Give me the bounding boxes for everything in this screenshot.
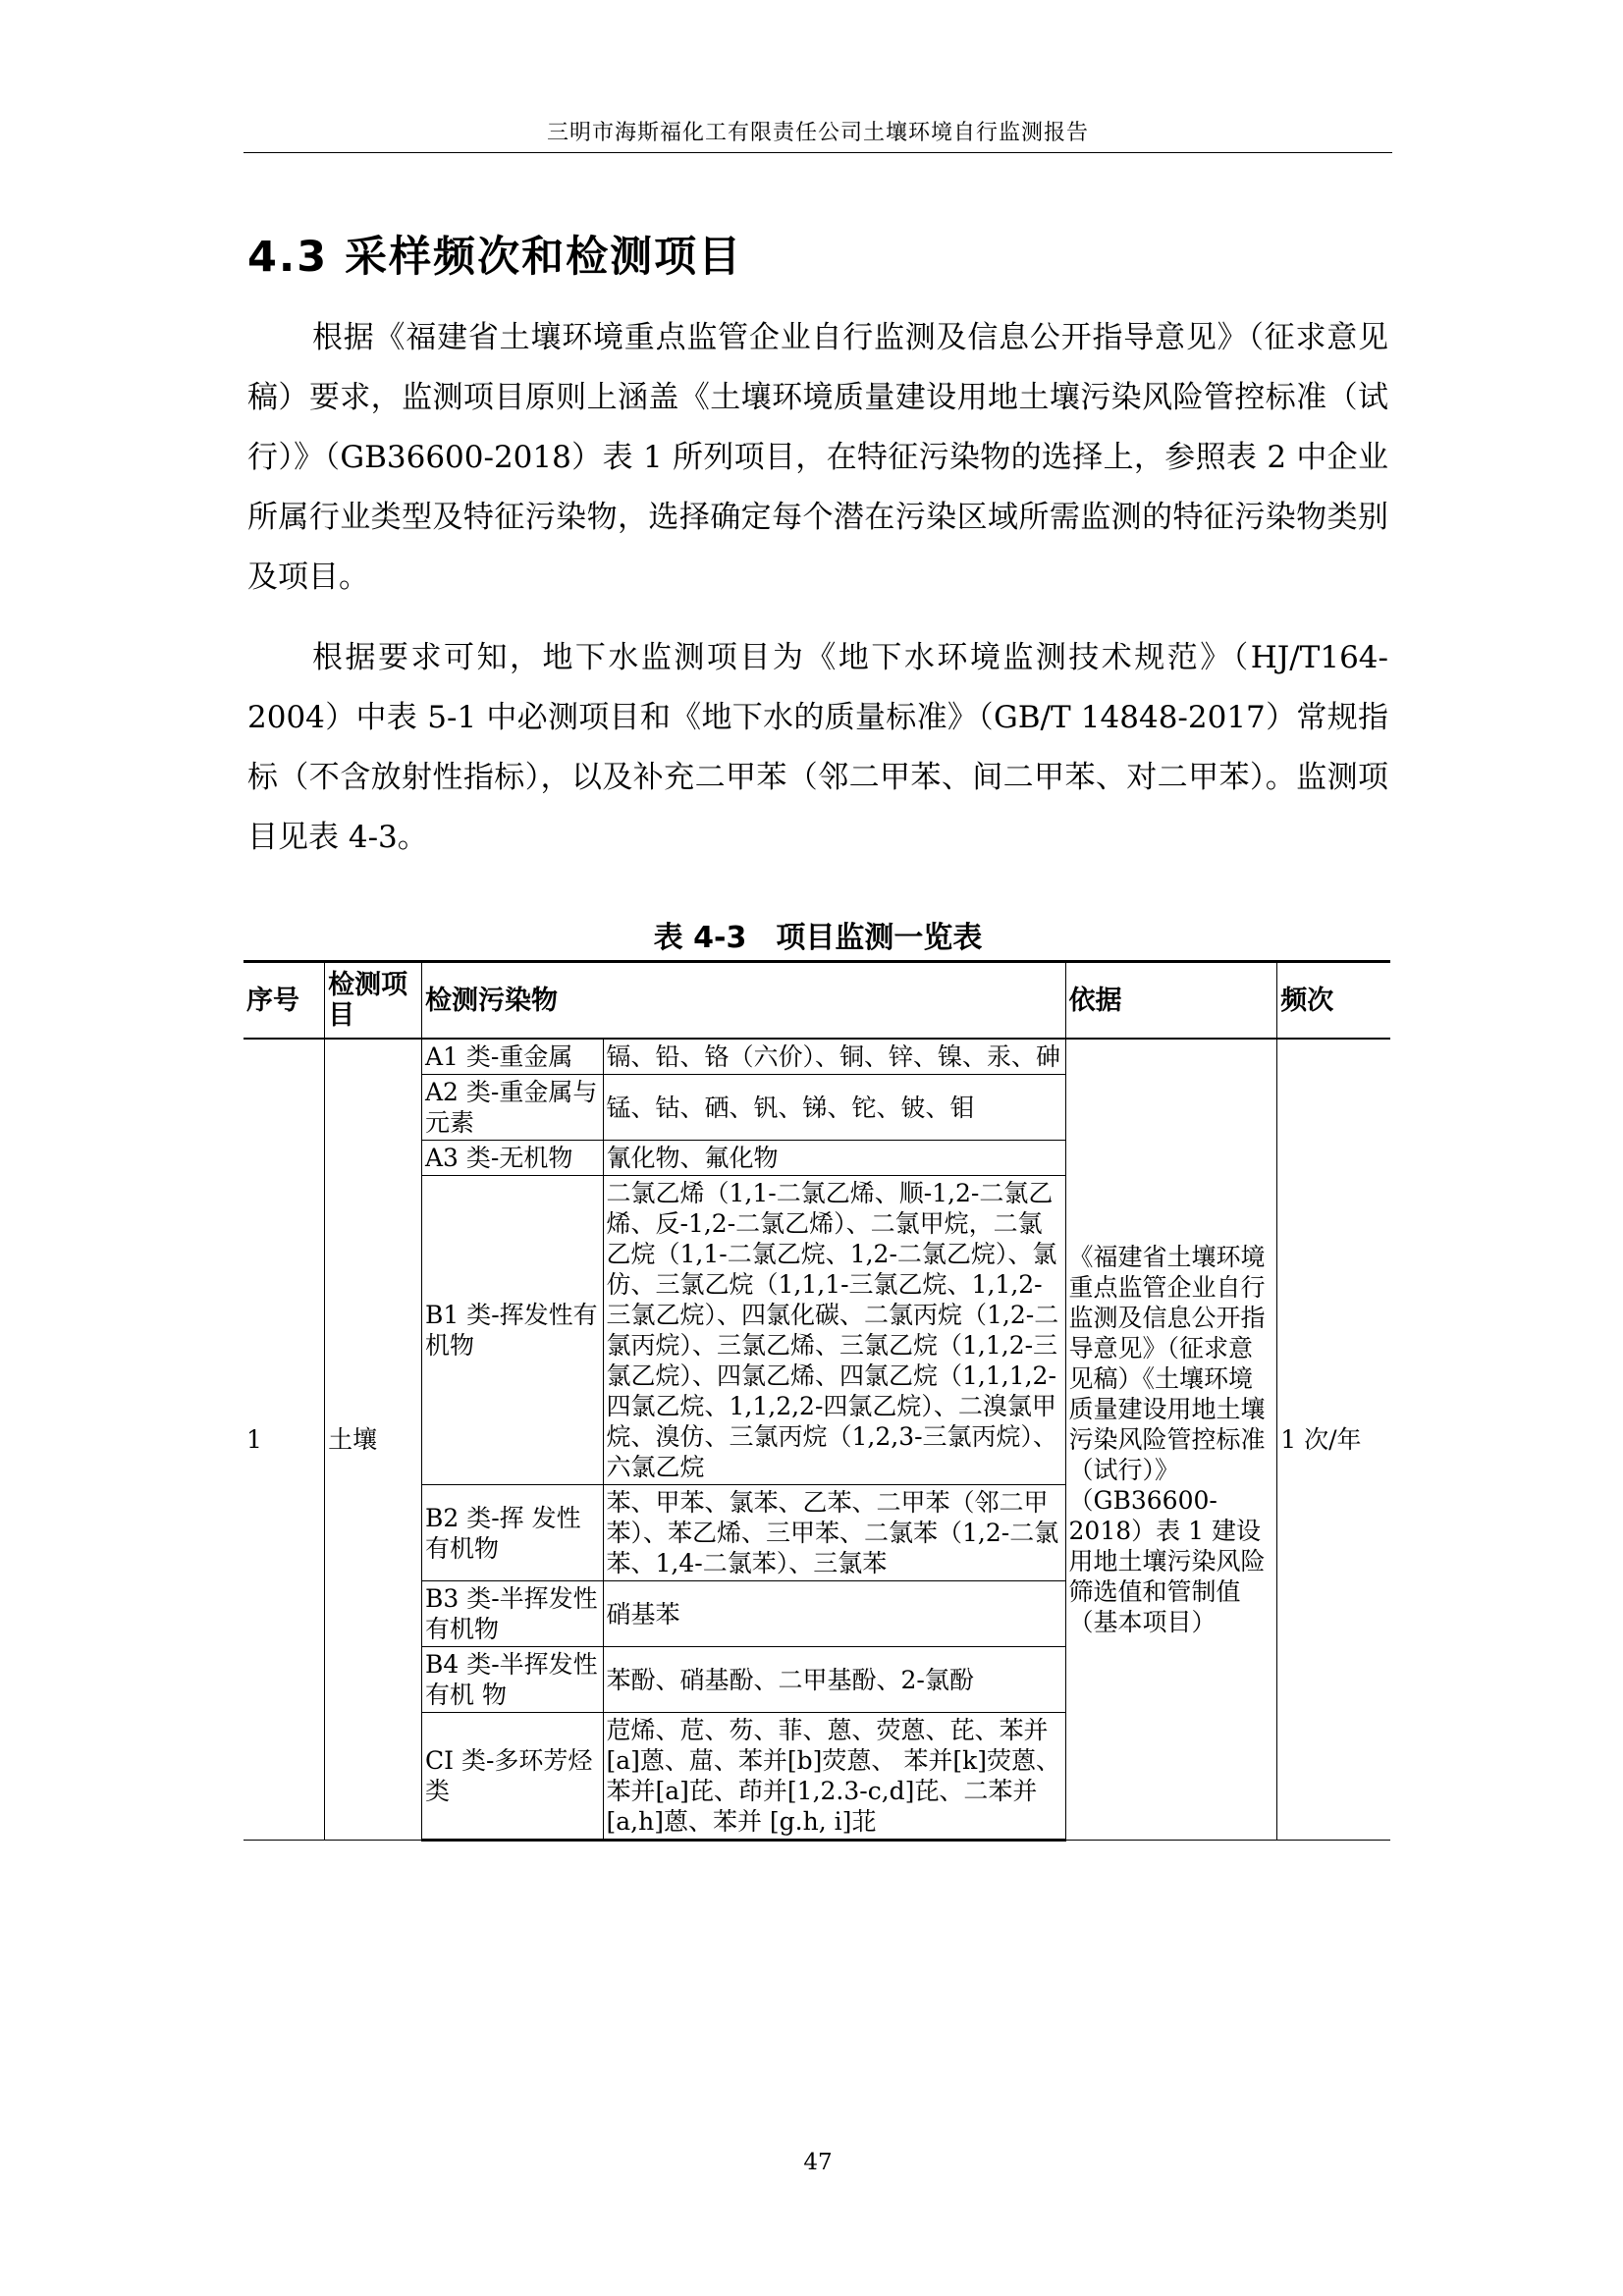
header-freq: 频次 — [1277, 962, 1390, 1040]
table-header-row — [243, 962, 1390, 1040]
cell-category: B1 类-挥发性有机物 — [422, 1176, 604, 1485]
cell-item: 土壤 — [325, 1039, 422, 1841]
table-caption — [243, 913, 1392, 956]
paragraph-sampling-basis: 根据《福建省土壤环境重点监管企业自行监测及信息公开指导意见》（征求意见稿）要求，监测项目原则上涵盖《土壤环境质量建设用地土壤污染风险管控标准（试行）》（GB36600-2018）表 1 所列项目，在特征污染物的选择上，参照表 2 中企业所属行业类型及特征污染物，选择确定每个潜在污染区域所需监测的特征污染物类别及项目。 — [247, 320, 1388, 595]
page-number: 47 — [803, 2150, 833, 2175]
cell-category: CI 类-多环芳烃类 — [422, 1713, 604, 1841]
cell-category: A1 类-重金属 — [422, 1039, 604, 1075]
cell-seq: 1 — [243, 1039, 325, 1841]
section-heading: 4.3 采样频次和检测项目 — [247, 233, 743, 282]
header-item: 检测项目 — [325, 962, 422, 1040]
table-caption-title: 项目监测一览表 — [776, 921, 983, 955]
cell-pollutants: 锰、钴、硒、钒、锑、铊、铍、钼 — [603, 1075, 1065, 1141]
paragraph-groundwater-items: 根据要求可知，地下水监测项目为《地下水环境监测技术规范》（HJ/T164-2004）中表 5-1 中必测项目和《地下水的质量标准》（GB/T 14848-2017）常规指标（不含放射性指标），以及补充二甲苯（邻二甲苯、间二甲苯、对二甲苯）。监测项目见表 4-3。 — [247, 640, 1388, 855]
header-basis: 依据 — [1065, 962, 1277, 1040]
header-pollutant: 检测污染物 — [422, 962, 1066, 1040]
cell-category: A3 类-无机物 — [422, 1141, 604, 1176]
cell-pollutants: 苊烯、苊、芴、菲、蒽、荧蒽、芘、苯并[a]蒽、䓛、苯并[b]荧蒽、 苯并[k]荧蒽、苯并[a]芘、茚并[1,2.3-c,d]芘、二苯并[a,h]蒽、苯并 [g.h, i]苝 — [603, 1713, 1065, 1841]
cell-basis: 《福建省土壤环境重点监管企业自行监测及信息公开指导意见》（征求意见稿）《土壤环境质量建设用地土壤污染风险管控标准（试行）》（GB36600-2018）表 1 建设用地土壤污染风险筛选值和管制值（基本项目） — [1065, 1039, 1277, 1841]
header-seq: 序号 — [243, 962, 325, 1040]
page-header-title: 三明市海斯福化工有限责任公司土壤环境自行监测报告 — [546, 121, 1089, 145]
header-divider — [243, 152, 1392, 153]
monitoring-items-table — [243, 960, 1390, 1842]
cell-category: B3 类-半挥发性有机物 — [422, 1581, 604, 1647]
cell-pollutants: 苯、甲苯、氯苯、乙苯、二甲苯（邻二甲苯）、苯乙烯、三甲苯、二氯苯（1,2-二氯苯、1,4-二氯苯）、三氯苯 — [603, 1485, 1065, 1581]
cell-pollutants: 硝基苯 — [603, 1581, 1065, 1647]
table-caption-number: 表 4-3 — [653, 921, 747, 955]
cell-pollutants: 氰化物、氟化物 — [603, 1141, 1065, 1176]
cell-category: B2 类-挥 发性有机物 — [422, 1485, 604, 1581]
cell-category: A2 类-重金属与元素 — [422, 1075, 604, 1141]
cell-pollutants: 镉、铅、铬（六价）、铜、锌、镍、汞、砷 — [603, 1039, 1065, 1075]
cell-frequency: 1 次/年 — [1277, 1039, 1390, 1841]
cell-pollutants: 苯酚、硝基酚、二甲基酚、2-氯酚 — [603, 1647, 1065, 1713]
cell-category: B4 类-半挥发性有机 物 — [422, 1647, 604, 1713]
table-row — [243, 1039, 1390, 1075]
cell-pollutants: 二氯乙烯（1,1-二氯乙烯、顺-1,2-二氯乙烯、反-1,2-二氯乙烯）、二氯甲烷，二氯乙烷（1,1-二氯乙烷、1,2-二氯乙烷）、氯仿、三氯乙烷（1,1,1-三氯乙烷、1,1,2-三氯乙烷）、四氯化碳、二氯丙烷（1,2-二氯丙烷）、三氯乙烯、三氯乙烷（1,1,2-三氯乙烷）、四氯乙烯、四氯乙烷（1,1,1,2-四氯乙烷、1,1,2,2-四氯乙烷）、二溴氯甲烷、溴仿、三氯丙烷（1,2,3-三氯丙烷）、六氯乙烷 — [603, 1176, 1065, 1485]
